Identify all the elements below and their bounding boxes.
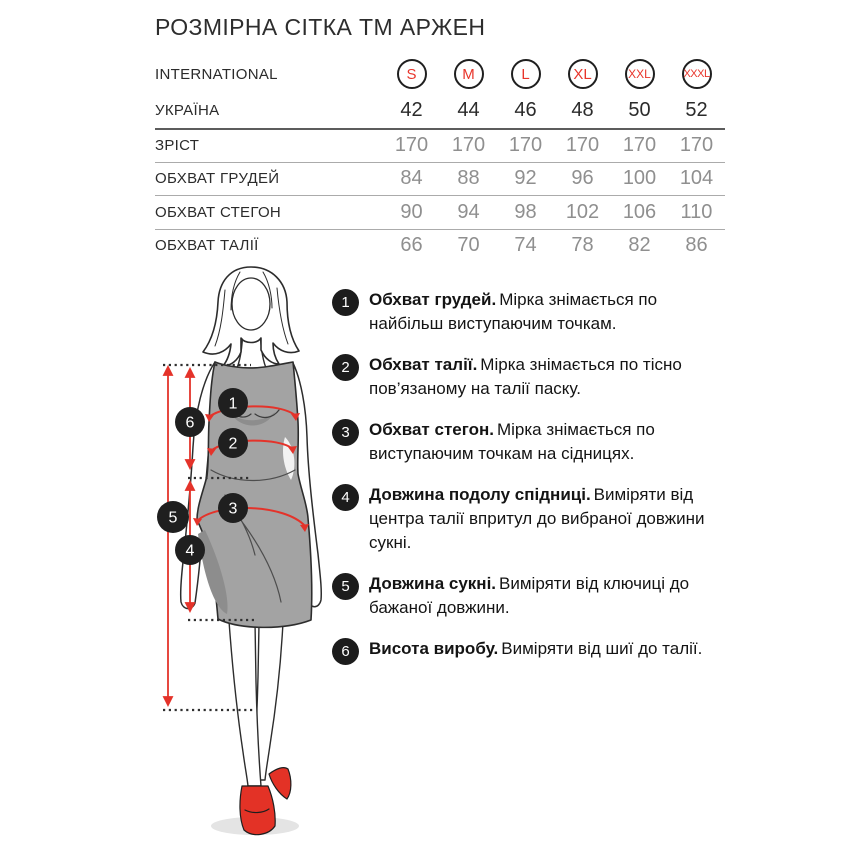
instruction-item-5 bbox=[332, 572, 726, 620]
size-badge-m: M bbox=[454, 59, 484, 89]
instruction-number-badge: 5 bbox=[332, 573, 359, 600]
ukraine-label: УКРАЇНА bbox=[155, 101, 220, 119]
instruction-number-badge: 1 bbox=[332, 289, 359, 316]
instruction-item-4 bbox=[332, 483, 726, 555]
ukraine-size-value: 46 bbox=[514, 98, 537, 121]
instruction-item-3 bbox=[332, 418, 726, 466]
svg-text:3: 3 bbox=[228, 500, 238, 518]
figure-front-leg bbox=[229, 621, 261, 786]
ukraine-size-row bbox=[155, 92, 725, 128]
instruction-description: Мірка знімається по виступаючим точкам на сідницях. bbox=[369, 420, 655, 463]
ukraine-size-value: 52 bbox=[685, 98, 708, 121]
instruction-number-badge: 2 bbox=[332, 354, 359, 381]
instruction-number-badge: 3 bbox=[332, 419, 359, 446]
international-label: INTERNATIONAL bbox=[155, 65, 278, 83]
figure-marker-5 bbox=[157, 501, 189, 533]
arrowhead bbox=[164, 697, 172, 705]
instruction-title: Довжина подолу спідниці. bbox=[369, 485, 591, 504]
size-table bbox=[155, 56, 725, 262]
figure-marker-6 bbox=[175, 407, 205, 437]
measurement-instructions bbox=[332, 288, 726, 682]
table-row-bust: ОБХВАТ ГРУДЕЙ 84 88 92 96 100 104 bbox=[155, 162, 725, 196]
svg-text:6: 6 bbox=[185, 414, 195, 432]
instruction-title: Обхват грудей. bbox=[369, 290, 497, 309]
figure-face bbox=[232, 278, 270, 330]
instruction-item-1 bbox=[332, 288, 726, 336]
instruction-description: Виміряти від шиї до талії. bbox=[501, 639, 703, 658]
measurement-figure-illustration bbox=[145, 262, 340, 850]
figure-marker-4 bbox=[175, 535, 205, 565]
ukraine-size-value: 44 bbox=[457, 98, 480, 121]
figure-marker-2 bbox=[218, 428, 248, 458]
svg-text:2: 2 bbox=[228, 435, 238, 453]
ukraine-size-value: 50 bbox=[628, 98, 651, 121]
arrowhead bbox=[186, 603, 194, 611]
instruction-description: Виміряти від центра талії впритул до вибраної довжини сукні. bbox=[369, 485, 705, 552]
instruction-item-2 bbox=[332, 353, 726, 401]
instruction-item-6 bbox=[332, 637, 726, 665]
size-badge-s: S bbox=[397, 59, 427, 89]
table-row-hips: ОБХВАТ СТЕГОН 90 94 98 102 106 110 bbox=[155, 195, 725, 229]
svg-text:5: 5 bbox=[168, 509, 178, 527]
instruction-title: Обхват талії. bbox=[369, 355, 478, 374]
ukraine-size-value: 42 bbox=[400, 98, 423, 121]
figure-marker-3 bbox=[218, 493, 248, 523]
size-badge-xl: XL bbox=[568, 59, 598, 89]
size-badge-l: L bbox=[511, 59, 541, 89]
instruction-title: Обхват стегон. bbox=[369, 420, 494, 439]
table-row-waist: ОБХВАТ ТАЛІЇ 66 70 74 78 82 86 bbox=[155, 229, 725, 263]
instruction-number-badge: 4 bbox=[332, 484, 359, 511]
figure-marker-1 bbox=[218, 388, 248, 418]
measurement-figure bbox=[145, 262, 340, 850]
back-shoe bbox=[269, 768, 291, 799]
instruction-title: Довжина сукні. bbox=[369, 574, 497, 593]
arrowhead bbox=[164, 367, 172, 375]
international-size-row bbox=[155, 56, 725, 92]
size-badge-xxl: XXL bbox=[625, 59, 655, 89]
table-row-height: ЗРІСТ 170 170 170 170 170 170 bbox=[155, 128, 725, 162]
page-title: РОЗМІРНА СІТКА ТМ АРЖЕН bbox=[155, 14, 486, 40]
svg-text:1: 1 bbox=[228, 395, 238, 413]
instruction-description: Мірка знімається по найбільш виступаючим точкам. bbox=[369, 290, 658, 333]
svg-text:4: 4 bbox=[185, 542, 195, 560]
instruction-number-badge: 6 bbox=[332, 638, 359, 665]
instruction-description: Виміряти від ключиці до бажаної довжини. bbox=[369, 574, 690, 617]
arrowhead bbox=[186, 369, 194, 377]
instruction-title: Висота виробу. bbox=[369, 639, 499, 658]
size-badge-xxxl: XXXL bbox=[682, 59, 712, 89]
ukraine-size-value: 48 bbox=[571, 98, 594, 121]
instruction-description: Мірка знімається по тісно пов’язаному на талії паску. bbox=[369, 355, 682, 398]
